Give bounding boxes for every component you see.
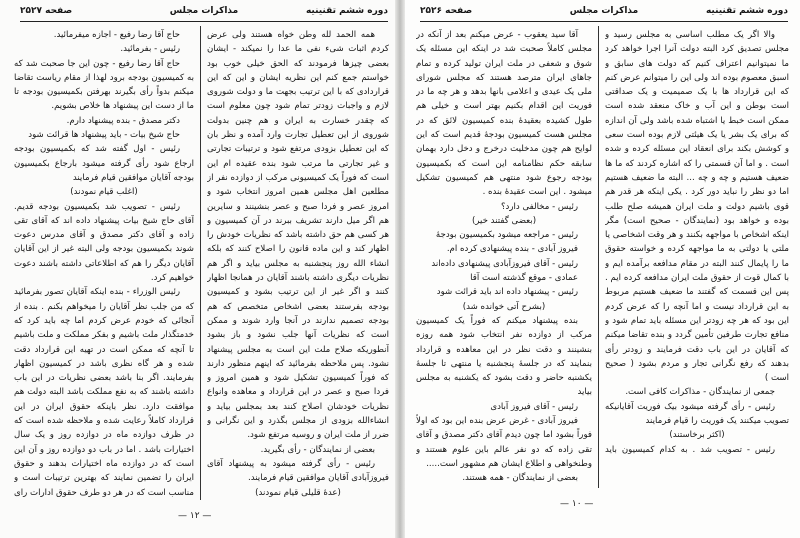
paragraph: رئیس - رأی گرفته میشود به پیشنهاد آقای فیروزآبادی آقایان موافقین قیام فرمایند.	[207, 458, 389, 484]
text-column-left	[416, 28, 592, 486]
paragraph: حاج شیخ بیات - باید پیشنهاد ها قرائت شود	[28, 130, 180, 141]
paragraph: دکتر مصدق - بنده پیشنهاد دارم.	[66, 115, 180, 126]
paragraph: حاج آقا رضا رفیع - چون این جا صحبت شد که به کمیسیون بودجه برود لهذا از مقام ریاست تقاضا میکنم بدواً رأی بگیرند بهرفتن بکمیسیون بودجه تا ما از دست این پیشنهاد ها خلاص بشویم.	[14, 58, 194, 112]
paragraph: رئیس الوزراء - بنده اینکه آقایان تصور بفرمائید که من جلب نظر آقایان را میخواهم بکنم . بنده از آنجائی که خودم عرض کردم اما چه باید کرد که خدمتگذار ملت باشیم و بفکر مملکت و ملت باشیم تا آنچه که ممکن است در تهیه این قرارداد دقت شده و هر گاه نظری باشد در کمیسیون اظهار بفرمایند. اگر بنا باشد بعضی نظریات در این باب داشته باشند که به نفع مملکت باشد البته دولت هم موافقت دارد. نظر باینکه حقوق ایران در این قرارداد کاملاً رعایت شده و ملاحظه شده است که در ظرف دوازده ماه در دوازده روز و یک سال اختیارات باشد . اما در باب دو دوازده روز و آن این است که در دوازده ماه اختیارات بدهند و حقوق ایران را تضمین نمایند که بهترین ترتیبات است و مناسب است که در هر دو طرف حقوق ادارات رای	[14, 287, 194, 498]
paragraph: بنده پیشنهاد میکنم که فوراً یک کمیسیون مرکب از دوازده نفر انتخاب شود همه روزه بنشینند و دقت نظر در این معاهده و قرارداد بنمایند که در جلسهٔ پنجشنبه یا منتهی تا جلسهٔ یکشنبه حاضر و دقت بشود که یکشنبه به مجلس بیاید	[416, 315, 592, 398]
stage-direction: (اکثر برخاستند)	[669, 430, 725, 441]
text-column-right	[605, 28, 789, 457]
text-column-right	[207, 28, 389, 500]
paragraph: رئیس - مخالفی دارد؟	[500, 201, 578, 212]
session-label: دوره ششم تقنینیه	[305, 6, 388, 16]
paragraph: فیروز آبادی - بنده پیشنهادی کرده ام.	[446, 244, 578, 255]
paragraph: عمادی - موقع گذشته است آقا	[470, 273, 578, 284]
paragraph: جمعی از نمایندگان - مذاکرات کافی است.	[625, 387, 775, 398]
page-header	[420, 6, 788, 20]
running-title: مذاکرات مجلس	[569, 6, 639, 16]
page-number: صفحه ۲۵۲۷	[20, 6, 73, 16]
stage-direction: (بشرح آتی خوانده شد)	[462, 301, 546, 312]
page-header	[20, 6, 388, 20]
page-number: صفحه ۲۵۲۶	[420, 6, 473, 16]
session-label: دوره ششم تقنینیه	[705, 6, 788, 16]
text-column-left	[14, 28, 194, 500]
stage-direction: (بعضی گفتند خیر)	[471, 215, 537, 226]
paragraph: همه الحمد لله وطن خواه هستند ولی عرض کردم اثبات شیء نفی ما عدا را نمیکند - ایشان بعضی چیزها فرمودند که الحق خیلی خوب بود خواستم جمع کنم این نظریه ایشان و این که این قراردادی که با این ترتیب بجهت ما و دولت شوروی لازم و واجبات زودتر تمام شود چون معلوم است که چقدر خسارت به ایران و هم چنین بدولت شوروی از این تعطیل تجارت وارد آمده و نظر بان که این تعطیل بزودی مرتفع شود و ترتیبات تجارتی و غیر تجارتی ما مرتب شود بنده عقیده ام این است که فوراً یک کمیسیونی مرکب از دوازده نفر از مطلعین اهل مجلس همین امروز انتخاب شود و امروز عصر و فردا صبح و عصر بنشینند و سایرین هم اگر میل دارند تشریف ببرند در آن کمیسیون و هر کسی هم حق داشته باشد که نظریات خودش را اظهار کند و این ماده قانون را اصلاح کنند که بلکه انشاء الله روز پنجشنبه به مجلس بیاید و اگر هم نظریات دیگری داشته باشند آقایان در همانجا اظهار کنند و اگر غیر از این ترتیب بشود و کمیسیون بودجه بفرستند بعضی اشخاص متخصص که هم بودجه تصمیم ندارند در آنجا وارد شوند و ممکن است که نظریات آنها جلب نشود و باز بشود آنطوریکه صلاح ملت این است به مجلس پیشنهاد نشود. پس ملاحظه بفرمائید که اینهم منظور دارند که فوراً کمیسیون تشکیل شود و همین امروز و فردا صبح و عصر در این قرارداد و معاهده وانواع نظریات خودشان اصلاح کنند بعد بمجلس بیاید و انشاءالله بزودی از مجلس بگذرد و این نگرانی و ضرر از ملت ایران و روسیه مرتفع شود.	[207, 30, 389, 441]
paragraph: بعضی از نمایندگان - رأی بگیرید.	[260, 444, 375, 455]
paragraph: رئیس - اول گفته شد که بکمیسیون بودجه ارجاع شود رأی گرفته میشود بارجاع بکمیسیون بودجه آقایان موافقین قیام فرمایند	[14, 144, 194, 183]
paragraph: فیروز آبادی - غرض عرض بنده این بود که اولاً فوراً بشود اما چون دیدم آقای دکتر مصدق و آقای تقی زاده که دو نفر عالم باین علوم هستند و وطنخواهی و اطلاع ایشان هم مشهور است.....	[416, 416, 592, 469]
header-rule	[20, 21, 388, 22]
paragraph: رئیس - تصویب شد . به کدام کمیسیون باید	[605, 444, 775, 455]
book-gutter	[395, 0, 405, 538]
paragraph: رئیس - تصویب شد بکمیسیون بودجه قدیم. آقای حاج شیخ بیات پیشنهاد داده اند که آقای تقی زاده و آقای دکتر مصدق و آقای مدرس دعوت شوند بکمیسیون بودجه ولی البته غیر از این آقایان آقایان دیگر را هم که اطلاعاتی داشته باشند دعوت خواهیم کرد.	[14, 201, 194, 284]
paragraph: رئیس - آقای فیروز آبادی	[490, 401, 578, 412]
paragraph: رئیس - بفرمائید.	[120, 44, 180, 55]
column-divider	[598, 26, 599, 488]
paragraph: رئیس - مراجعه میشود بکمیسیون بودجهٔ	[435, 230, 578, 241]
paragraph: آقا سید یعقوب - عرض میکنم بعد از آنکه در مجلس کاملاً صحبت شد در اینکه این مسئله یک شوق و شعفی در ملت ایران تولید کرده و تمام جاهای ایران مترصد هستند که مجلس شورای ملی یک عیدی و اعلامی بانها بدهد و هر چه ما در فوریت این اقدام بکنیم بهتر است و خیلی هم طول کشیده بعقیدهٔ بنده کمیسیون لائق که در مجلس هست کمیسیون بودجهٔ قدیم است که این لوایح هم چون مدخلیت درخرج و دخل دارد بهمان سابقه حکم نظامنامه این است که بکمیسیون بودجه رجوع شود منتهی هم کمیسیون تشکیل میشود . این است عقیدهٔ بنده .	[416, 30, 592, 198]
header-rule	[420, 21, 788, 22]
stage-direction: (اغلب قیام نمودند)	[70, 187, 138, 198]
running-title: مذاکرات مجلس	[169, 6, 239, 16]
paragraph: بعضی از نمایندگان - همه هستند.	[462, 473, 578, 484]
paragraph: رئیس - رأی گرفته میشود بیک فوریت آقایانیکه تصویب میکنند یک فوریت را قیام فرمایند	[605, 401, 789, 427]
folio-number: — ۱۲ —	[178, 511, 212, 521]
column-divider	[200, 26, 201, 500]
paragraph	[416, 486, 592, 487]
folio-number: — ۱۰ —	[560, 499, 594, 509]
paragraph: رئیس - آقای فیروزآبادی پیشنهادی داده‌اند	[431, 258, 578, 269]
right-page	[400, 0, 800, 538]
paragraph: حاج آقا رضا رفیع - اجازه میفرمائید.	[53, 30, 180, 40]
paragraph: والا اگر یک مطلب اساسی به مجلس رسید و مجلس تصدیق کرد البته دولت آنرا اجرا خواهد کرد ما نمیتوانیم اعتراف کنیم که دولت های سابق و اسبق معصوم بوده اند ولی این را میتوانم عرض کنم که این قرارداد ها با یک صمیمیت و یک صداقتی است بوطن و این آب و خاک منعقد شده است ممکن است خبط یا اشتباه شده باشد ولی آن اندازه که برای یک بشر یا یک هیئتی لازم بوده است سعی و کوشش بکند برای انعقاد این مسئله کرده و شده است . و اما آن قسمتی را که اشاره کردند که ما ها ضعیف هستیم و چه و چه ... البته ما ضعیف هستیم اما دو نظر را نباید دور کرد . یکی اینکه هر قدر هم قوی باشیم دولت و ملت ایران همیشه صلح طلب بوده و خواهد بود (نمایندگان - صحیح است) مگر اینکه اشخاص با مواجهه بکنند و هر وقت اشخاصی یا ملتی یا دولتی به ما مواجهه کرده و خواسته حقوق ما را پایمال کنند البته در مقام مدافعه برآمده ایم و با کمال قوت از حقوق ملت ایران مدافعه کرده ایم . پس این قسمت که گفتند ما ضعیف هستیم مربوط به این قرارداد نیست و اما آنچه را که عرض کردم این بود که هر چه زودتر این مسئله باید تمام شود و منافع تجارت طرفین تأمین گردد و بنده تقاضا میکنم که آقایان در این باب دقت فرمایند و زودتر رأی بدهند که رفع نگرانی تجار و مردم بشود ( صحیح است )	[605, 30, 789, 384]
paragraph: رئیس - پیشنهاد داده اند باید قرائت شود	[436, 287, 578, 298]
stage-direction: (عدهٔ قلیلی قیام نمودند)	[255, 487, 341, 498]
